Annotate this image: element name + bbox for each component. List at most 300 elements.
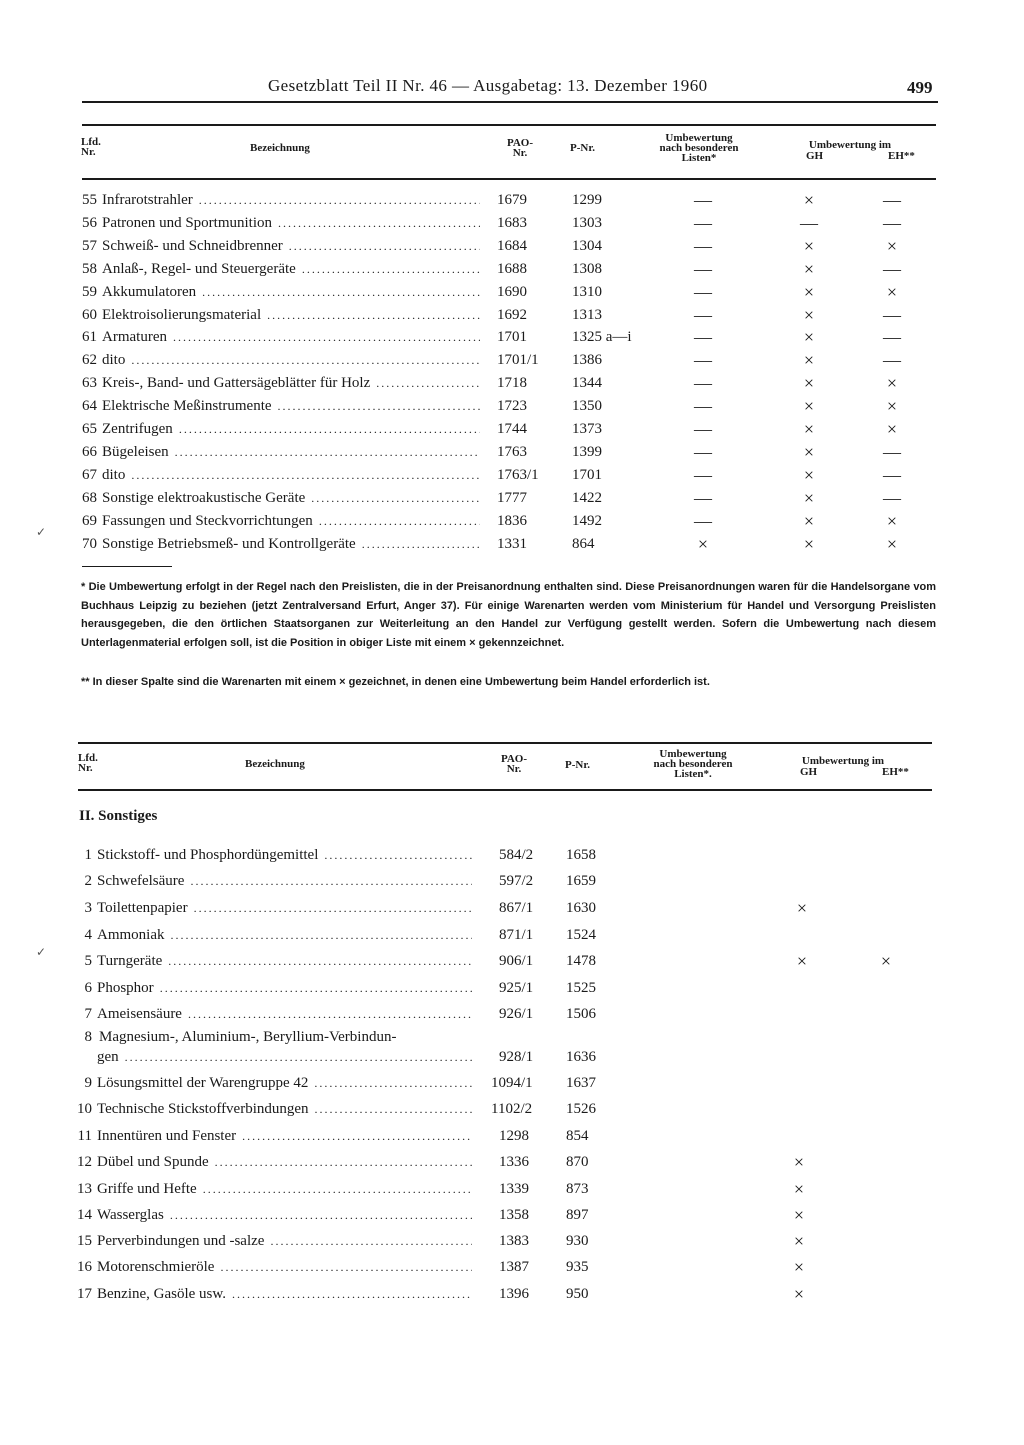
row-label: Akkumulatoren <box>102 283 197 300</box>
leader-dots <box>173 326 480 348</box>
leader-dots <box>160 976 472 1000</box>
row-number: 61 <box>82 329 97 346</box>
p-number: 1299 <box>572 192 602 208</box>
gh-mark: × <box>803 419 815 439</box>
leader-dots <box>315 1097 472 1121</box>
table-row <box>0 1255 1024 1279</box>
leader-dots <box>311 487 480 509</box>
row-label: Sonstige elektroakustische Geräte <box>102 489 306 506</box>
row-description <box>82 258 480 280</box>
gh-mark: × <box>796 951 808 971</box>
listen-mark: — <box>694 350 712 371</box>
row-number: 15 <box>77 1233 92 1249</box>
row-description <box>72 869 472 893</box>
gh-mark: × <box>803 487 815 508</box>
table-row <box>0 326 1024 348</box>
table-row <box>0 418 1024 440</box>
table-row <box>0 441 1024 463</box>
listen-mark: — <box>694 510 712 531</box>
row-number: 16 <box>77 1259 92 1275</box>
row-number: 13 <box>77 1181 92 1197</box>
row-number: 62 <box>82 352 97 369</box>
p-number: 897 <box>566 1207 589 1223</box>
row-label: dito <box>102 466 126 483</box>
row-description <box>82 487 480 509</box>
table-row <box>0 1203 1024 1227</box>
row-description <box>82 464 480 486</box>
col-lfd: Lfd. Nr. <box>78 752 98 774</box>
listen-mark: — <box>694 258 712 279</box>
gh-mark: × <box>803 258 815 279</box>
pao-number: 597/2 <box>499 873 534 889</box>
col-lfd: Lfd. Nr. <box>81 136 101 158</box>
row-number: 17 <box>77 1286 92 1302</box>
col-pnr: P-Nr. <box>570 142 595 154</box>
listen-mark: × <box>793 1284 805 1304</box>
table-row <box>0 869 1024 893</box>
row-description <box>82 326 480 348</box>
row-label: Magnesium-, Aluminium-, Beryllium-Verbindun- <box>99 1029 397 1045</box>
pao-number: 1836 <box>497 512 527 529</box>
row-description <box>72 1177 472 1201</box>
row-label: Kreis-, Band- und Gattersägeblätter für Holz <box>102 375 371 392</box>
row-label: Schweiß- und Schneidbrenner <box>102 237 283 254</box>
pao-number: 1336 <box>499 1154 529 1170</box>
eh-mark: × <box>886 510 898 531</box>
row-description <box>82 510 480 532</box>
pao-number: 1298 <box>499 1128 529 1144</box>
row-label: Motorenschmieröle <box>97 1259 215 1275</box>
listen-mark: — <box>694 190 712 210</box>
row-label: Wasserglas <box>97 1207 164 1223</box>
leader-dots <box>232 1282 472 1306</box>
header-rule <box>82 101 938 103</box>
gh-mark: × <box>803 510 815 531</box>
row-label: Elektrische Meßinstrumente <box>102 398 272 415</box>
p-number: 1350 <box>572 398 602 415</box>
p-number: 1304 <box>572 237 602 254</box>
table-row <box>0 349 1024 371</box>
leader-dots <box>267 304 480 326</box>
row-description <box>82 418 480 440</box>
table-row <box>0 896 1024 920</box>
row-number: 1 <box>84 847 92 863</box>
table-row <box>0 1124 1024 1148</box>
row-number: 69 <box>82 512 97 529</box>
listen-mark: × <box>793 1257 805 1277</box>
p-number: 1526 <box>566 1101 596 1117</box>
leader-dots <box>220 1255 472 1279</box>
row-description <box>72 843 472 867</box>
table-row <box>0 304 1024 326</box>
leader-dots <box>302 258 480 280</box>
row-label: Zentrifugen <box>102 421 173 437</box>
row-description <box>82 189 480 211</box>
gh-mark: × <box>803 304 815 325</box>
eh-mark: — <box>883 212 901 233</box>
pao-number: 1339 <box>499 1181 529 1197</box>
row-number: 6 <box>84 980 92 996</box>
row-label: Anlaß-, Regel- und Steuergeräte <box>102 260 296 277</box>
p-number: 1658 <box>566 847 596 863</box>
gh-mark: × <box>803 396 815 417</box>
table-row <box>0 949 1024 973</box>
listen-mark: × <box>697 533 709 554</box>
footnote-2: ** In dieser Spalte sind die Warenarten mit einem × gezeichnet, in denen eine Umbewertung beim Handel erforderlich ist. <box>81 676 710 688</box>
leader-dots <box>170 1203 472 1227</box>
row-label: Ameisensäure <box>97 1006 182 1022</box>
table-row <box>0 1229 1024 1253</box>
pao-number: 925/1 <box>499 980 534 996</box>
table-row <box>0 395 1024 417</box>
row-number: 3 <box>84 900 92 916</box>
table-row <box>0 281 1024 303</box>
row-description <box>72 1097 472 1121</box>
table-row <box>0 533 1024 555</box>
row-label: Bügeleisen <box>102 443 169 460</box>
p-number: 950 <box>566 1286 589 1302</box>
p-number: 1478 <box>566 953 596 969</box>
p-number: 1492 <box>572 512 602 529</box>
gh-mark: × <box>803 190 815 210</box>
eh-mark: — <box>883 190 901 210</box>
p-number: 1636 <box>566 1049 596 1065</box>
row-number: 67 <box>82 466 97 483</box>
gh-mark: × <box>803 464 815 485</box>
pao-number: 1701/1 <box>497 352 539 369</box>
pao-number: 867/1 <box>499 900 534 916</box>
p-number: 1303 <box>572 214 602 231</box>
eh-mark: × <box>886 533 898 554</box>
leader-dots <box>278 212 480 234</box>
p-number: 930 <box>566 1233 589 1249</box>
listen-mark: — <box>694 419 712 439</box>
row-number: 65 <box>82 421 97 437</box>
row-description <box>72 1071 472 1095</box>
eh-mark: — <box>883 487 901 508</box>
row-description <box>82 349 480 371</box>
p-number: 1386 <box>572 352 602 369</box>
pao-number: 1688 <box>497 260 527 277</box>
leader-dots <box>194 896 472 920</box>
p-number: 1506 <box>566 1006 596 1022</box>
row-number: 9 <box>84 1075 92 1091</box>
p-number: 864 <box>572 535 595 552</box>
leader-dots <box>314 1071 472 1095</box>
table2-top-rule <box>78 742 932 744</box>
gh-mark: × <box>803 281 815 302</box>
gh-mark: × <box>803 235 815 256</box>
p-number: 1344 <box>572 375 602 392</box>
leader-dots <box>278 395 480 417</box>
listen-mark: — <box>694 235 712 256</box>
gh-mark: × <box>803 533 815 554</box>
p-number: 1308 <box>572 260 602 277</box>
table-row <box>0 487 1024 509</box>
pao-number: 1679 <box>497 192 527 208</box>
pao-number: 928/1 <box>499 1049 534 1065</box>
row-description <box>72 976 472 1000</box>
pao-number: 1763 <box>497 443 527 460</box>
p-number: 1525 <box>566 980 596 996</box>
row-number: 60 <box>82 306 97 323</box>
gh-mark: × <box>803 327 815 348</box>
row-label: Innentüren und Fenster <box>97 1128 237 1144</box>
row-label: Stickstoff- und Phosphordüngemittel <box>97 847 319 863</box>
table-row <box>0 1097 1024 1121</box>
gh-mark: × <box>803 373 815 394</box>
table1-top-rule <box>82 124 936 126</box>
row-description <box>82 441 480 463</box>
leader-dots <box>190 869 472 893</box>
leader-dots <box>362 533 480 555</box>
leader-dots <box>203 1177 472 1201</box>
row-description <box>82 372 480 394</box>
row-label: Toilettenpapier <box>97 900 188 916</box>
leader-dots <box>188 1002 472 1026</box>
row-label: Lösungsmittel der Warengruppe 42 <box>97 1075 309 1091</box>
row-description <box>72 1203 472 1227</box>
table-row <box>0 510 1024 532</box>
leader-dots <box>242 1124 472 1148</box>
table-row <box>0 372 1024 394</box>
col-umbewertung-im: Umbewertung im <box>808 139 892 151</box>
listen-mark: — <box>694 441 712 462</box>
row-label: Armaturen <box>102 329 167 346</box>
row-description <box>72 1282 472 1306</box>
row-description <box>72 1229 472 1253</box>
table1-header-rule <box>82 178 936 180</box>
section-heading: II. Sonstiges <box>79 808 158 824</box>
table1-bottom-rule <box>82 566 172 567</box>
row-number: 57 <box>82 237 97 254</box>
page-number: 499 <box>907 78 933 97</box>
eh-mark: × <box>886 419 898 439</box>
table-row <box>0 1282 1024 1306</box>
col-gh: GH <box>800 766 818 778</box>
row-number: 64 <box>82 398 97 415</box>
row-label: Dübel und Spunde <box>97 1154 209 1170</box>
pao-number: 1331 <box>497 535 527 552</box>
listen-mark: × <box>793 1152 805 1172</box>
col-eh: EH** <box>888 150 915 162</box>
listen-mark: × <box>793 1205 805 1225</box>
pao-number: 1690 <box>497 283 527 300</box>
table-row-continued <box>0 1025 1024 1049</box>
row-label: Schwefelsäure <box>97 873 185 889</box>
pao-number: 871/1 <box>499 927 534 943</box>
p-number: 870 <box>566 1154 589 1170</box>
p-number: 1399 <box>572 443 602 460</box>
leader-dots <box>131 464 480 486</box>
col-gh: GH <box>806 150 824 162</box>
listen-mark: — <box>694 464 712 485</box>
row-label: gen <box>97 1049 119 1065</box>
leader-dots <box>171 923 473 947</box>
pao-number: 1763/1 <box>497 466 539 483</box>
row-number: 55 <box>82 192 97 208</box>
p-number: 1422 <box>572 489 602 506</box>
listen-mark: — <box>694 327 712 348</box>
p-number: 1310 <box>572 283 602 300</box>
leader-dots <box>319 510 480 532</box>
listen-mark: × <box>793 1231 805 1251</box>
row-number: 70 <box>82 535 97 552</box>
table-row <box>0 976 1024 1000</box>
leader-dots <box>179 418 480 440</box>
eh-mark: × <box>886 396 898 417</box>
row-description <box>82 304 480 326</box>
listen-mark: — <box>694 373 712 394</box>
table-row <box>0 464 1024 486</box>
table-row <box>0 1002 1024 1026</box>
eh-mark: — <box>883 304 901 325</box>
row-number: 2 <box>84 873 92 889</box>
eh-mark: — <box>883 441 901 462</box>
eh-mark: — <box>883 258 901 279</box>
row-number: 66 <box>82 443 97 460</box>
row-description <box>82 395 480 417</box>
listen-mark: — <box>694 487 712 508</box>
pao-number: 1692 <box>497 306 527 323</box>
pao-number: 1383 <box>499 1233 529 1249</box>
p-number: 1659 <box>566 873 596 889</box>
row-number: 59 <box>82 283 97 300</box>
row-number: 10 <box>77 1101 92 1117</box>
leader-dots <box>168 949 472 973</box>
eh-mark: — <box>883 327 901 348</box>
col-umbewertung-listen: Umbewertung nach besonderen Listen* <box>659 132 739 164</box>
eh-mark: × <box>880 951 892 971</box>
row-number: 7 <box>84 1006 92 1022</box>
col-pao: PAO- Nr. <box>500 753 528 775</box>
row-number: 8 <box>84 1029 92 1045</box>
row-description <box>72 1002 472 1026</box>
leader-dots <box>175 441 480 463</box>
table-row <box>0 258 1024 280</box>
page-header-title: Gesetzblatt Teil II Nr. 46 — Ausgabetag: 13. Dezember 1960 <box>268 76 708 95</box>
row-description <box>72 923 472 947</box>
row-number: 63 <box>82 375 97 392</box>
pao-number: 1683 <box>497 214 527 231</box>
listen-mark: — <box>694 212 712 233</box>
pao-number: 584/2 <box>499 847 534 863</box>
row-description <box>82 235 480 257</box>
row-description <box>72 1124 472 1148</box>
table-row <box>0 1071 1024 1095</box>
gh-mark: × <box>803 350 815 371</box>
pao-number: 1723 <box>497 398 527 415</box>
row-label: Turngeräte <box>97 953 163 969</box>
table-row <box>0 1177 1024 1201</box>
row-number: 68 <box>82 489 97 506</box>
listen-mark: — <box>694 281 712 302</box>
col-pao: PAO- Nr. <box>506 137 534 159</box>
row-number: 58 <box>82 260 97 277</box>
row-label: Ammoniak <box>97 927 165 943</box>
row-number: 12 <box>77 1154 92 1170</box>
row-description <box>72 896 472 920</box>
table-row <box>0 843 1024 867</box>
row-number: 56 <box>82 214 97 231</box>
table-row <box>0 1150 1024 1174</box>
col-bezeichnung: Bezeichnung <box>250 142 310 154</box>
eh-mark: × <box>886 281 898 302</box>
table-row <box>0 189 1024 211</box>
row-label: Griffe und Hefte <box>97 1181 197 1197</box>
leader-dots <box>289 235 480 257</box>
row-label: Technische Stickstoffverbindungen <box>97 1101 309 1117</box>
row-label: Fassungen und Steckvorrichtungen <box>102 512 313 529</box>
p-number: 873 <box>566 1181 589 1197</box>
col-umbewertung-listen: Umbewertung nach besonderen Listen*. <box>653 748 733 780</box>
eh-mark: — <box>883 464 901 485</box>
row-label: Phosphor <box>97 980 154 996</box>
gh-mark: — <box>800 212 818 233</box>
row-label: Elektroisolierungsmaterial <box>102 306 262 323</box>
p-number: 1325 a—i <box>572 329 632 346</box>
pao-number: 1094/1 <box>491 1075 533 1091</box>
leader-dots <box>270 1229 472 1253</box>
pao-number: 1102/2 <box>491 1101 533 1117</box>
col-umbewertung-im: Umbewertung im <box>801 755 885 767</box>
pao-number: 1358 <box>499 1207 529 1223</box>
row-label: Benzine, Gasöle usw. <box>97 1286 226 1302</box>
leader-dots <box>131 349 480 371</box>
row-description <box>72 1255 472 1279</box>
row-number: 5 <box>84 953 92 969</box>
row-number: 11 <box>77 1128 92 1144</box>
pao-number: 1701 <box>497 329 527 346</box>
listen-mark: — <box>694 396 712 417</box>
col-pnr: P-Nr. <box>565 759 590 771</box>
leader-dots <box>215 1150 472 1174</box>
eh-mark: × <box>886 235 898 256</box>
row-label: Infrarotstrahler <box>102 192 193 208</box>
scan-mark: ✓ <box>36 525 47 539</box>
pao-number: 926/1 <box>499 1006 534 1022</box>
p-number: 1524 <box>566 927 596 943</box>
row-label: Sonstige Betriebsmeß- und Kontrollgeräte <box>102 535 356 552</box>
table-row <box>0 212 1024 234</box>
gh-mark: × <box>803 441 815 462</box>
col-bezeichnung: Bezeichnung <box>245 758 305 770</box>
eh-mark: × <box>886 373 898 394</box>
pao-number: 1684 <box>497 237 527 254</box>
row-label: Perverbindungen und -salze <box>97 1233 265 1249</box>
leader-dots <box>202 281 480 303</box>
row-label: dito <box>102 352 126 369</box>
row-number: 4 <box>84 927 92 943</box>
row-description <box>82 533 480 555</box>
row-description <box>72 1150 472 1174</box>
gh-mark: × <box>796 898 808 918</box>
p-number: 1701 <box>572 466 602 483</box>
pao-number: 1387 <box>499 1259 529 1275</box>
row-description <box>82 281 480 303</box>
pao-number: 1777 <box>497 489 527 506</box>
row-description <box>82 212 480 234</box>
leader-dots <box>199 189 480 211</box>
eh-mark: — <box>883 350 901 371</box>
scan-mark: ✓ <box>36 945 47 959</box>
pao-number: 1744 <box>497 421 527 437</box>
p-number: 1373 <box>572 421 602 437</box>
listen-mark: — <box>694 304 712 325</box>
p-number: 1637 <box>566 1075 596 1091</box>
leader-dots <box>376 372 480 394</box>
row-label: Patronen und Sportmunition <box>102 214 272 231</box>
